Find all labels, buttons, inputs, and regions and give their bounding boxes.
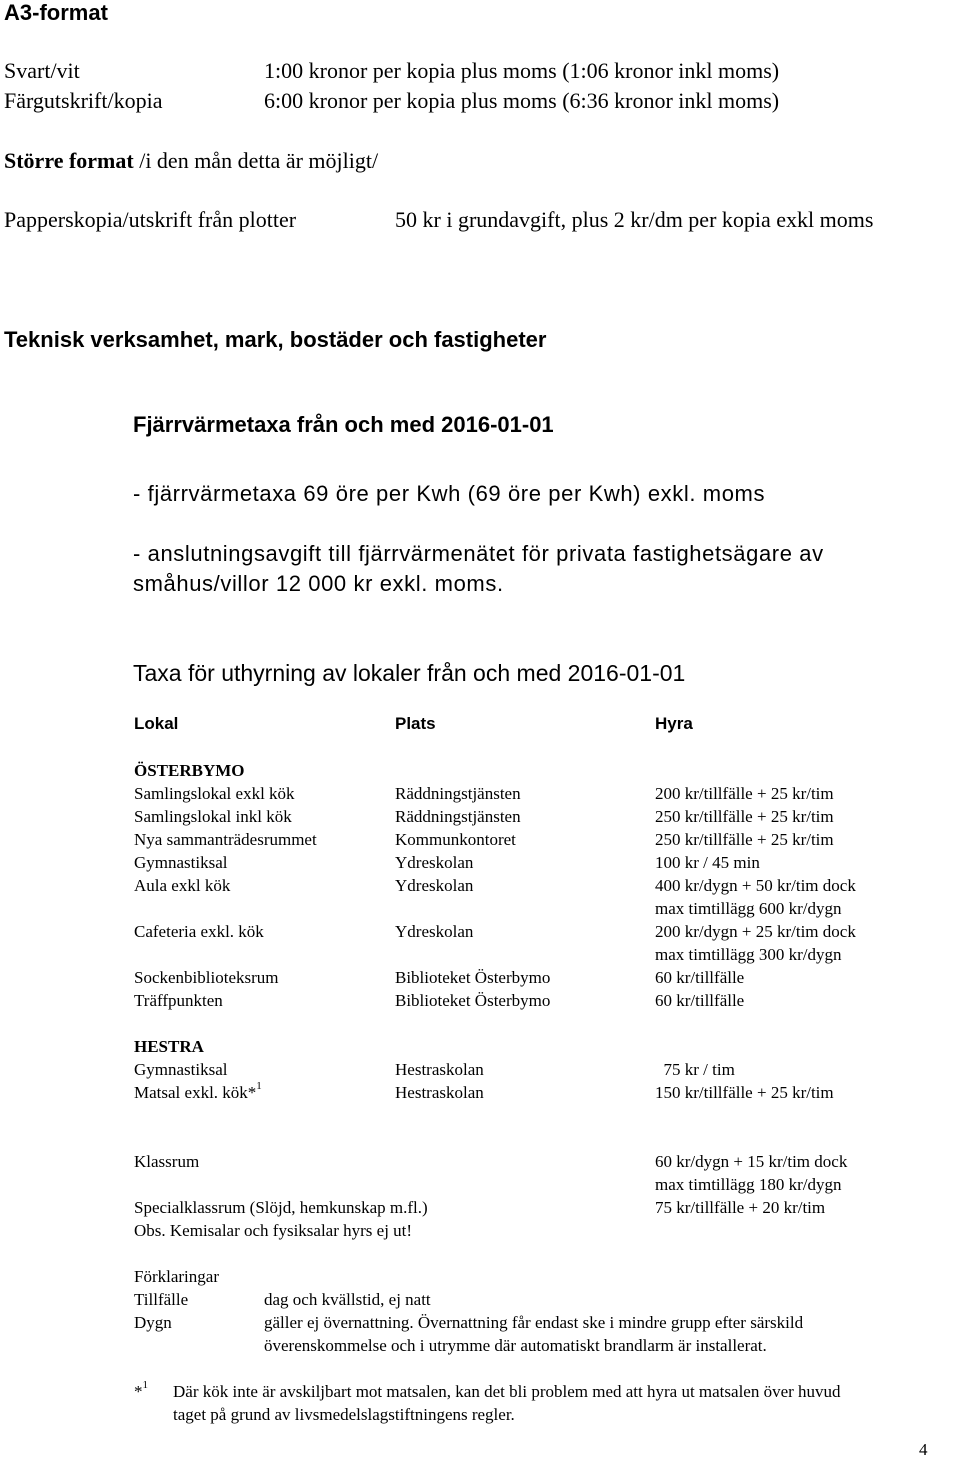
specialklassrum-hyra: 75 kr/tillfälle + 20 kr/tim [655,1198,826,1217]
fjarrvarme-connection-2: småhus/villor 12 000 kr exkl. moms. [133,571,504,596]
table-row-plats: Ydreskolan [395,853,474,872]
footnote-ref: 1 [256,1080,262,1093]
tillfalle-term: Tillfälle [134,1290,189,1309]
dygn-definition-1: gäller ej övernattning. Övernattning får endast ske i mindre grupp efter särskild [264,1313,804,1332]
table-row-hyra: 100 kr / 45 min [655,853,760,872]
table-row-lokal: Aula exkl kök [134,876,231,895]
table-row-hyra: 250 kr/tillfälle + 25 kr/tim [655,807,834,826]
obs-note: Obs. Kemisalar och fysiksalar hyrs ej ut! [134,1221,413,1240]
footnote-number: 1 [142,1379,148,1392]
larger-format-heading-bold: Större format [4,148,134,173]
footnote-text-1: Där kök inte är avskiljbart mot matsalen, kan det bli problem med att hyra ut matsalen över huvud [173,1382,841,1401]
table-row-hyra: 200 kr/dygn + 25 kr/tim dock [655,922,856,941]
table-row-lokal: Samlingslokal inkl kök [134,807,292,826]
plotter-price: 50 kr i grundavgift, plus 2 kr/dm per kopia exkl moms [395,207,874,232]
table-row-lokal: Nya sammanträdesrummet [134,830,317,849]
table-row-hyra-note: max timtillägg 300 kr/dygn [655,945,842,964]
table-row-hyra: 200 kr/tillfälle + 25 kr/tim [655,784,834,803]
page-number: 4 [919,1440,928,1459]
teknisk-heading: Teknisk verksamhet, mark, bostäder och fastigheter [4,327,547,352]
table-row-hyra: 75 kr / tim [655,1060,735,1079]
table-row-hyra: 60 kr/tillfälle [655,968,745,987]
larger-format-heading-rest: /i den mån detta är möjligt/ [133,148,379,173]
table-row-lokal: Cafeteria exkl. kök [134,922,264,941]
footnote-star: * [134,1382,143,1401]
klassrum-hyra-note: max timtillägg 180 kr/dygn [655,1175,842,1194]
table-row-lokal: Träffpunkten [134,991,223,1010]
matsal-label: Matsal exkl. kök* [134,1083,257,1102]
table-row-plats: Räddningstjänsten [395,807,521,826]
table-row-plats: Kommunkontoret [395,830,516,849]
plotter-label: Papperskopia/utskrift från plotter [4,207,297,232]
table-row-plats: Biblioteket Österbymo [395,991,551,1010]
a3-color-label: Färgutskrift/kopia [4,88,163,113]
klassrum-hyra: 60 kr/dygn + 15 kr/tim dock [655,1152,848,1171]
col-header-lokal: Lokal [134,714,179,733]
klassrum-label: Klassrum [134,1152,200,1171]
table-row-plats: Ydreskolan [395,922,474,941]
col-header-hyra: Hyra [655,714,693,733]
table-row-hyra: 150 kr/tillfälle + 25 kr/tim [655,1083,834,1102]
specialklassrum-label: Specialklassrum (Slöjd, hemkunskap m.fl.) [134,1198,428,1217]
a3-bw-price: 1:00 kronor per kopia plus moms (1:06 kronor inkl moms) [264,58,780,83]
dygn-term: Dygn [134,1313,172,1332]
fjarrvarme-connection-1: - anslutningsavgift till fjärrvärmenätet för privata fastighetsägare av [133,541,824,566]
hestra-heading: HESTRA [134,1037,204,1056]
dygn-definition-2: överenskommelse och i utrymme där automatiskt brandlarm är installerat. [264,1336,767,1355]
table-row-hyra-note: max timtillägg 600 kr/dygn [655,899,842,918]
lokaler-heading: Taxa för uthyrning av lokaler från och med 2016-01-01 [133,660,686,686]
fjarrvarme-rate: - fjärrvärmetaxa 69 öre per Kwh (69 öre per Kwh) exkl. moms [133,481,766,506]
footnote-text-2: taget på grund av livsmedelslagstiftningens regler. [173,1405,515,1424]
table-row-lokal: Sockenbiblioteksrum [134,968,279,987]
table-row-plats: Hestraskolan [395,1083,484,1102]
footnote-marker [134,1379,148,1401]
osterbymo-heading: ÖSTERBYMO [134,761,245,780]
table-row-lokal [134,1080,262,1102]
a3-heading: A3-format [4,0,108,25]
table-row-plats: Ydreskolan [395,876,474,895]
table-row-hyra: 60 kr/tillfälle [655,991,745,1010]
larger-format-heading [4,150,378,172]
table-row-lokal: Gymnastiksal [134,1060,228,1079]
forklaringar-heading: Förklaringar [134,1267,219,1286]
table-row-lokal: Gymnastiksal [134,853,228,872]
table-row-hyra: 250 kr/tillfälle + 25 kr/tim [655,830,834,849]
table-row-plats: Hestraskolan [395,1060,484,1079]
a3-bw-label: Svart/vit [4,58,80,83]
table-row-lokal: Samlingslokal exkl kök [134,784,295,803]
a3-color-price: 6:00 kronor per kopia plus moms (6:36 kronor inkl moms) [264,88,780,113]
col-header-plats: Plats [395,714,436,733]
table-row-plats: Räddningstjänsten [395,784,521,803]
fjarrvarme-heading: Fjärrvärmetaxa från och med 2016-01-01 [133,412,554,437]
tillfalle-definition: dag och kvällstid, ej natt [264,1290,431,1309]
table-row-hyra: 400 kr/dygn + 50 kr/tim dock [655,876,856,895]
table-row-plats: Biblioteket Österbymo [395,968,551,987]
